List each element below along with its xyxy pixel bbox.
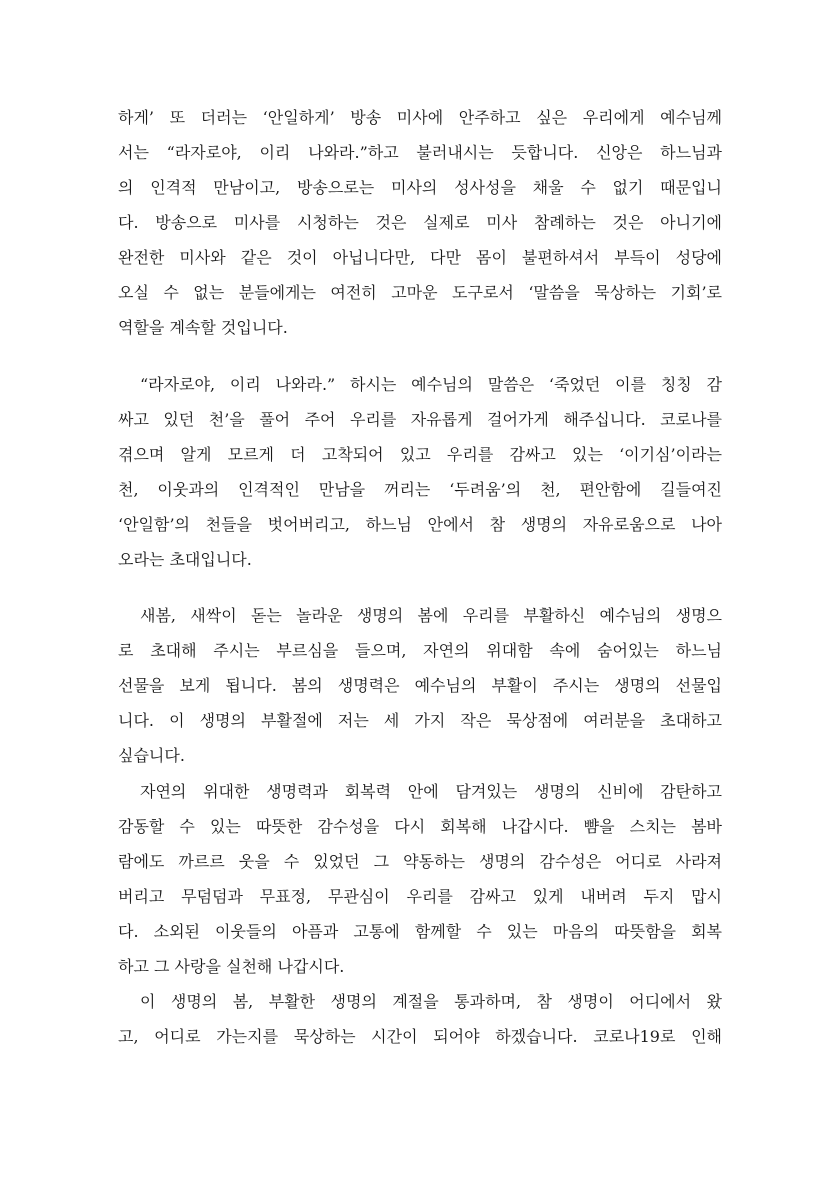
paragraph-line: 의 인격적 만남이고, 방송으로는 미사의 성사성을 채울 수 없기 때문입니 xyxy=(118,178,722,197)
paragraph-line: 하고 그 사랑을 실천해 나갑시다. xyxy=(118,957,345,976)
paragraph-line: 새봄, 새싹이 돋는 놀라운 생명의 봄에 우리를 부활하신 예수님의 생명으 xyxy=(140,606,722,625)
paragraph-line: 감동할 수 있는 따뜻한 감수성을 다시 회복해 나갑시다. 뺨을 스치는 봄바 xyxy=(118,817,722,836)
paragraph-line: 버리고 무덤덤과 무표정, 무관심이 우리를 감싸고 있게 내버려 두지 맙시 xyxy=(118,887,722,906)
paragraph-line: 이 생명의 봄, 부활한 생명의 계절을 통과하며, 참 생명이 어디에서 왔 xyxy=(140,992,722,1011)
paragraph-line: 서는 “라자로야, 이리 나와라.”하고 불러내시는 듯합니다. 신앙은 하느님과 xyxy=(118,143,722,162)
paragraph-line: 선물을 보게 됩니다. 봄의 생명력은 예수님의 부활이 주시는 생명의 선물입 xyxy=(118,676,722,695)
paragraph-line: ‘안일함’의 천들을 벗어버리고, 하느님 안에서 참 생명의 자유로움으로 나아 xyxy=(118,515,722,534)
paragraph-line: 겪으며 알게 모르게 더 고착되어 있고 우리를 감싸고 있는 ‘이기심’이라는 xyxy=(118,445,722,464)
paragraph-line: 다. 방송으로 미사를 시청하는 것은 실제로 미사 참례하는 것은 아니기에 xyxy=(118,213,722,232)
paragraph-line: 니다. 이 생명의 부활절에 저는 세 가지 작은 묵상점에 여러분을 초대하고 xyxy=(118,711,722,730)
paragraph-line: “라자로야, 이리 나와라.” 하시는 예수님의 말씀은 ‘죽었던 이를 칭칭 감 xyxy=(140,375,722,394)
paragraph-line: 싸고 있던 천’을 풀어 주어 우리를 자유롭게 걸어가게 해주십니다. 코로나를 xyxy=(118,410,722,429)
paragraph-line: 고, 어디로 가는지를 묵상하는 시간이 되어야 하겠습니다. 코로나19로 인해 xyxy=(118,1027,722,1046)
paragraph-line: 자연의 위대한 생명력과 회복력 안에 담겨있는 생명의 신비에 감탄하고 xyxy=(140,782,722,801)
paragraph-line: 싶습니다. xyxy=(118,746,185,765)
paragraph-line: 람에도 까르르 웃을 수 있었던 그 약동하는 생명의 감수성은 어디로 사라져 xyxy=(118,852,722,871)
paragraph-line: 오실 수 없는 분들에게는 여전히 고마운 도구로서 ‘말씀을 묵상하는 기회’로 xyxy=(118,283,722,302)
paragraph-line: 오라는 초대입니다. xyxy=(118,550,252,569)
paragraph-line: 천, 이웃과의 인격적인 만남을 꺼리는 ‘두려움’의 천, 편안함에 길들여진 xyxy=(118,480,722,499)
paragraph-line: 역할을 계속할 것입니다. xyxy=(118,318,288,337)
paragraph-line: 다. 소외된 이웃들의 아픔과 고통에 함께할 수 있는 마음의 따뜻함을 회복 xyxy=(118,922,722,941)
paragraph-line: 로 초대해 주시는 부르심을 들으며, 자연의 위대함 속에 숨어있는 하느님 xyxy=(118,641,722,660)
paragraph-line: 하게’ 또 더러는 ‘안일하게’ 방송 미사에 안주하고 싶은 우리에게 예수님께 xyxy=(118,108,722,127)
paragraph-line: 완전한 미사와 같은 것이 아닙니다만, 다만 몸이 불편하셔서 부득이 성당에 xyxy=(118,248,722,267)
